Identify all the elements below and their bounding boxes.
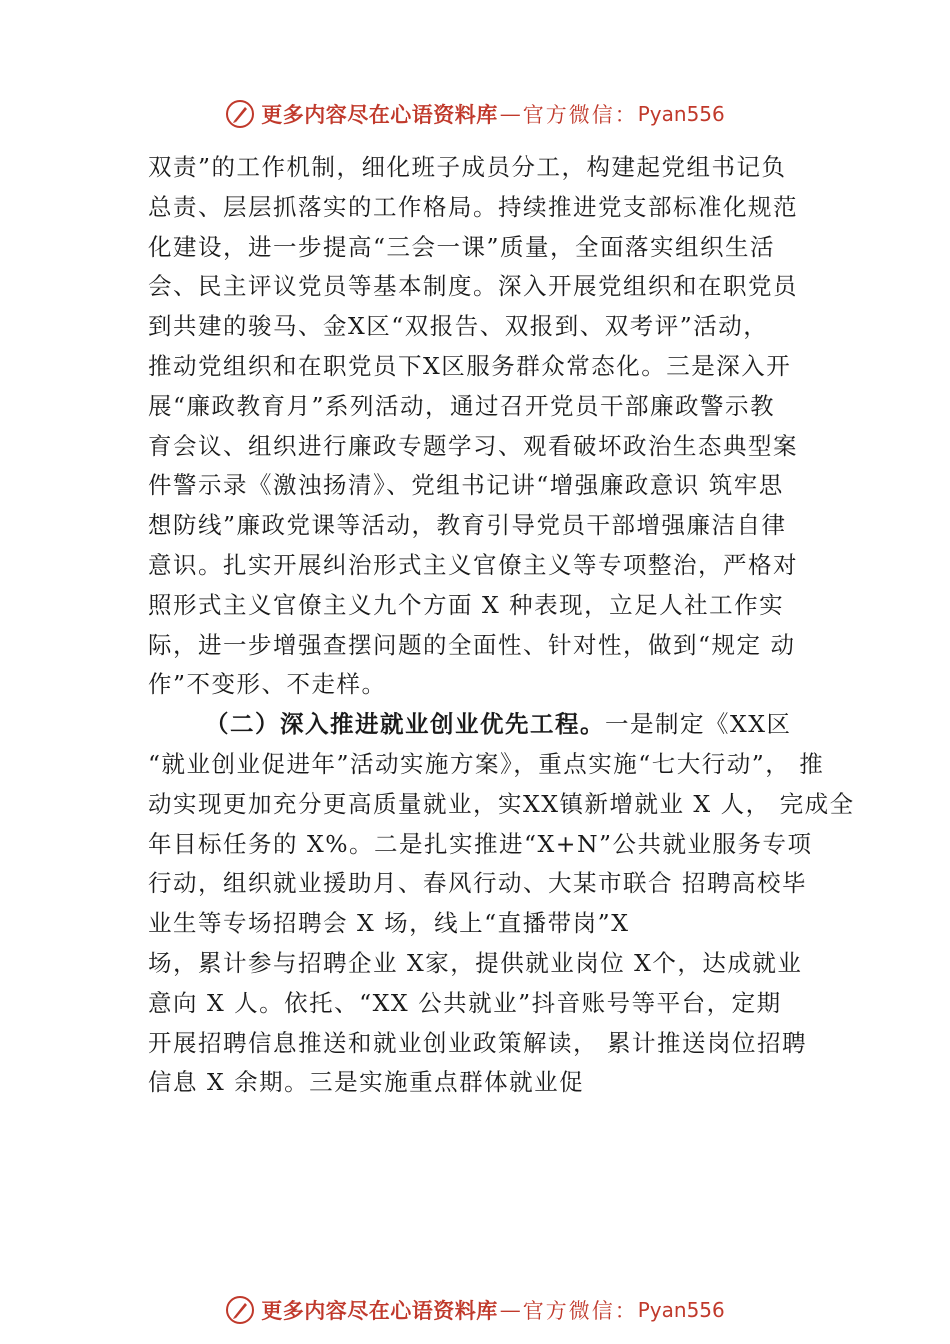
document-body <box>148 148 855 1103</box>
body-line: 双责”的工作机制，细化班子成员分工，构建起党组书记负 <box>148 153 787 181</box>
header-dash: — <box>499 102 521 126</box>
body-line: 推动党组织和在职党员下X区服务群众常态化。三是深入开 <box>148 351 792 380</box>
section-line: 开展招聘信息推送和就业创业政策解读， 累计推送岗位招聘 <box>148 1028 807 1057</box>
section-line: “就业创业促进年”活动实施方案》，重点实施“七大行动”， 推 <box>148 749 825 778</box>
body-line: 际，进一步增强查摆问题的全面性、针对性，做到“规定 动 <box>148 630 796 659</box>
header-wechat-id: Pyan556 <box>637 102 725 126</box>
header-banner <box>0 94 950 134</box>
footer-wechat-id: Pyan556 <box>637 1298 725 1322</box>
header-brand-text: 更多内容尽在心语资料库 <box>261 102 498 127</box>
body-line: 件警示录《激浊扬清》、党组书记讲“增强廉政意识 筑牢思 <box>148 471 784 500</box>
footer-dash: — <box>499 1298 521 1322</box>
body-line: 化建设，进一步提高“三会一课”质量，全面落实组织生活 <box>148 232 776 261</box>
footer-banner <box>0 1290 950 1330</box>
section-line: 动实现更加充分更高质量就业，实XX镇新增就业 X 人， 完成全 <box>148 789 855 818</box>
feather-pen-icon <box>225 99 255 129</box>
body-line: 育会议、组织进行廉政专题学习、观看破坏政治生态典型案 <box>148 431 798 460</box>
body-line: 想防线”廉政党课等活动，教育引导党员干部增强廉洁自律 <box>148 511 787 540</box>
body-line: 总责、层层抓落实的工作格局。持续推进党支部标准化规范 <box>148 192 798 221</box>
section-line: 场，累计参与招聘企业 X家，提供就业岗位 X个，达成就业 <box>148 948 803 977</box>
section-first-text: 一是制定《XX区 <box>605 710 792 739</box>
section-line: 意向 X 人。依托、“XX 公共就业”抖音账号等平台，定期 <box>148 988 782 1017</box>
footer-brand-text: 更多内容尽在心语资料库 <box>261 1298 498 1323</box>
body-line: 会、民主评议党员等基本制度。深入开展党组织和在职党员 <box>148 272 798 301</box>
body-line: 展“廉政教育月”系列活动，通过召开党员干部廉政警示教 <box>148 391 776 420</box>
header-wechat-label: 官方微信： <box>522 103 638 127</box>
section-heading-line <box>148 705 838 745</box>
section-line: 行动，组织就业援助月、春风行动、大某市联合 招聘高校毕 <box>148 869 807 898</box>
body-line: 照形式主义官僚主义九个方面 X 种表现，立足人社工作实 <box>148 590 785 619</box>
body-line: 到共建的骏马、金X区“双报告、双报到、双考评”活动， <box>148 312 769 341</box>
section-line: 业生等专场招聘会 X 场，线上“直播带岗”X <box>148 909 630 938</box>
section-line: 年目标任务的 X%。二是扎实推进“X+N”公共就业服务专项 <box>148 829 813 858</box>
section-heading: （二）深入推进就业创业优先工程。 <box>205 710 605 739</box>
section-line: 信息 X 余期。三是实施重点群体就业促 <box>148 1068 585 1097</box>
body-line: 作”不变形、不走样。 <box>148 670 387 699</box>
footer-wechat-label: 官方微信： <box>522 1299 638 1323</box>
body-line: 意识。扎实开展纠治形式主义官僚主义等专项整治，严格对 <box>148 550 798 579</box>
feather-pen-icon <box>225 1295 255 1325</box>
